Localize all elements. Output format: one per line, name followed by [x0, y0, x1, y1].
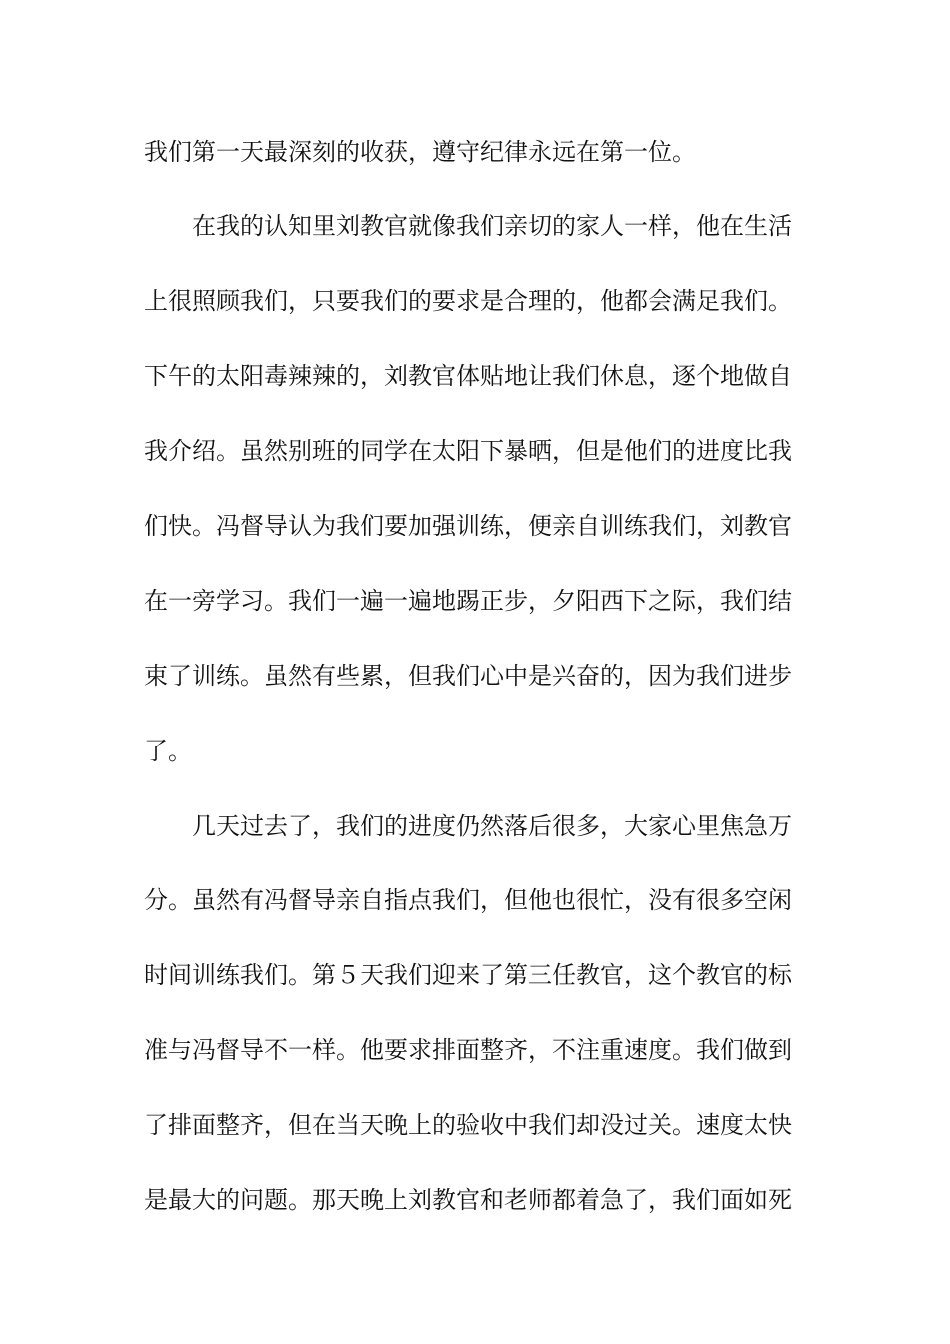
text-line: 我们第一天最深刻的收获，遵守纪律永远在第一位。 — [144, 138, 696, 166]
text-line: 分。虽然有冯督导亲自指点我们，但他也很忙，没有很多空闲 — [144, 886, 792, 914]
text-line: 准与冯督导不一样。他要求排面整齐，不注重速度。我们做到 — [144, 1036, 792, 1064]
text-line: 们快。冯督导认为我们要加强训练，便亲自训练我们，刘教官 — [144, 512, 792, 540]
text-line: 了。 — [144, 737, 192, 765]
text-line: 在一旁学习。我们一遍一遍地踢正步，夕阳西下之际，我们结 — [144, 587, 792, 615]
text-line: 我介绍。虽然别班的同学在太阳下暴晒，但是他们的进度比我 — [144, 437, 792, 465]
paragraph-first-line: 几天过去了，我们的进度仍然落后很多，大家心里焦急万 — [192, 812, 792, 840]
text-line: 上很照顾我们，只要我们的要求是合理的，他都会满足我们。 — [144, 287, 792, 315]
text-line: 时间训练我们。第５天我们迎来了第三任教官，这个教官的标 — [144, 961, 792, 989]
text-line: 束了训练。虽然有些累，但我们心中是兴奋的，因为我们进步 — [144, 662, 792, 690]
text-line: 了排面整齐，但在当天晚上的验收中我们却没过关。速度太快 — [144, 1111, 792, 1139]
text-line: 下午的太阳毒辣辣的，刘教官体贴地让我们休息，逐个地做自 — [144, 362, 792, 390]
text-line: 是最大的问题。那天晚上刘教官和老师都着急了，我们面如死 — [144, 1186, 792, 1214]
paragraph-first-line: 在我的认知里刘教官就像我们亲切的家人一样，他在生活 — [192, 212, 792, 240]
